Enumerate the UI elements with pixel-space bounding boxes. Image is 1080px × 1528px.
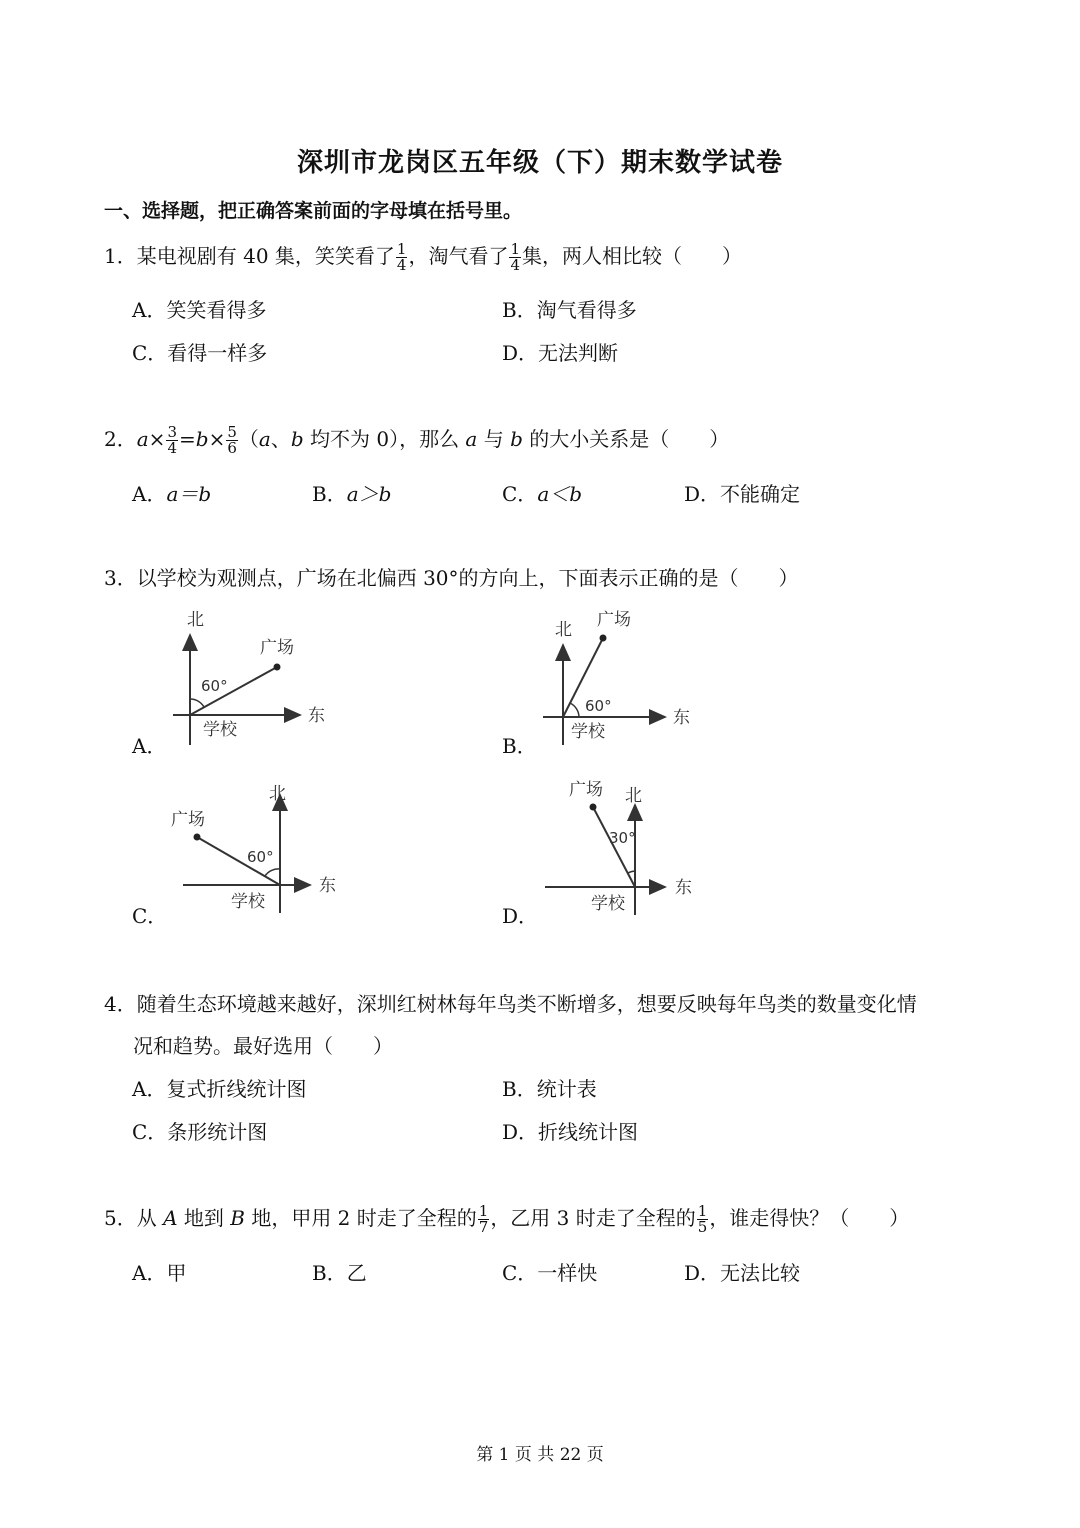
square-label: 广场 [171, 810, 205, 830]
fraction [697, 1204, 709, 1235]
option-d[interactable]: D．折线统计图 [502, 1120, 639, 1144]
question-text: （ [238, 427, 259, 451]
option-d[interactable]: D． [502, 904, 539, 928]
question-text: 与 [477, 427, 511, 451]
square-point [274, 664, 281, 671]
option-text: a＝b [166, 482, 212, 506]
east-label: 东 [673, 708, 690, 728]
east-label: 东 [308, 706, 325, 726]
fraction [166, 425, 178, 456]
north-label: 北 [555, 620, 572, 640]
option-d[interactable] [684, 478, 800, 507]
north-label: 北 [269, 784, 286, 804]
variable-b: b [290, 427, 304, 451]
question-text: 、 [270, 427, 291, 451]
question-text: 均不为 0），那么 [303, 427, 466, 451]
option-c[interactable]: C．看得一样多 [132, 341, 268, 365]
north-label: 北 [187, 610, 204, 630]
square-label: 广场 [597, 610, 631, 630]
option-text: a＞b [346, 482, 392, 506]
square-point [600, 635, 607, 642]
variable-a: A [163, 1206, 178, 1230]
numerator: 1 [478, 1202, 489, 1220]
school-label: 学校 [571, 722, 605, 742]
denominator: 5 [697, 1218, 708, 1236]
denominator: 7 [478, 1218, 489, 1236]
numerator: 1 [510, 240, 520, 258]
option-c[interactable]: C．条形统计图 [132, 1120, 268, 1144]
option-letter: D． [684, 482, 721, 506]
option-d[interactable]: D．无法比较 [684, 1261, 801, 1285]
fraction [509, 242, 521, 273]
question-5 [104, 1202, 909, 1235]
angle-arc [265, 869, 280, 876]
option-b[interactable]: B． [502, 734, 537, 758]
compass-diagram-c [165, 775, 345, 920]
section-heading: 一、选择题，把正确答案前面的字母填在括号里。 [104, 200, 523, 222]
option-text: a＜b [537, 482, 583, 506]
option-b[interactable]: B．统计表 [502, 1077, 597, 1101]
compass-diagram-b [535, 605, 705, 750]
variable-a: a [258, 427, 271, 451]
east-label: 东 [319, 876, 336, 896]
variable-b: b [195, 427, 209, 451]
question-4-continued: 况和趋势。最好选用（ ） [133, 1034, 393, 1058]
north-label: 北 [625, 786, 642, 806]
denominator: 4 [167, 439, 177, 457]
variable-a: a [465, 427, 478, 451]
question-text: 的大小关系是（ ） [522, 427, 730, 451]
option-d[interactable]: D．无法判断 [502, 341, 619, 365]
question-text: 地，甲用 2 时走了全程的 [244, 1206, 477, 1230]
denominator: 6 [227, 439, 237, 457]
option-letter: B． [312, 482, 347, 506]
option-text: 不能确定 [720, 482, 801, 506]
square-label: 广场 [260, 638, 294, 658]
square-point [194, 834, 201, 841]
angle-label: 30° [609, 829, 636, 847]
page-title: 深圳市龙岗区五年级（下）期末数学试卷 [296, 148, 783, 178]
angle-label: 60° [201, 677, 228, 695]
denominator: 4 [510, 256, 520, 274]
option-a[interactable]: A．笑笑看得多 [132, 298, 267, 322]
angle-label: 60° [247, 848, 274, 866]
question-text: ，乙用 3 时走了全程的 [490, 1206, 696, 1230]
question-text: 从 [136, 1206, 164, 1230]
option-c[interactable] [502, 478, 582, 507]
option-a[interactable]: A．甲 [132, 1261, 187, 1285]
compass-diagram-d [535, 775, 715, 920]
numerator: 5 [227, 423, 237, 441]
equals-sign: = [178, 427, 196, 451]
school-label: 学校 [231, 892, 265, 912]
question-text: 某电视剧有 40 集，笑笑看了 [136, 244, 395, 268]
numerator: 3 [167, 423, 177, 441]
question-1 [104, 240, 742, 273]
option-b[interactable]: B．乙 [312, 1261, 367, 1285]
east-label: 东 [675, 878, 692, 898]
question-number: 2． [104, 427, 137, 451]
option-a[interactable]: A． [132, 734, 167, 758]
numerator: 1 [697, 1202, 708, 1220]
denominator: 4 [396, 256, 407, 274]
question-text: ，谁走得快？（ ） [709, 1206, 910, 1230]
question-4: 4．随着生态环境越来越好，深圳红树林每年鸟类不断增多，想要反映每年鸟类的数量变化情 [104, 992, 917, 1016]
square-label: 广场 [569, 780, 603, 800]
option-a[interactable]: A．复式折线统计图 [132, 1077, 307, 1101]
numerator: 1 [396, 240, 407, 258]
option-c[interactable]: C． [132, 904, 168, 928]
variable-b: B [230, 1206, 245, 1230]
question-number: 1． [104, 244, 137, 268]
option-letter: C． [502, 482, 538, 506]
question-2 [104, 423, 729, 456]
option-b[interactable]: B．淘气看得多 [502, 298, 637, 322]
fraction [396, 242, 408, 273]
school-label: 学校 [591, 894, 625, 914]
question-text: 地到 [177, 1206, 231, 1230]
variable-a: a [136, 427, 149, 451]
question-3: 3．以学校为观测点，广场在北偏西 30°的方向上，下面表示正确的是（ ） [104, 566, 799, 590]
angle-arc [628, 871, 635, 873]
variable-b: b [510, 427, 523, 451]
fraction [226, 425, 238, 456]
angle-arc [190, 699, 204, 707]
option-a[interactable] [132, 478, 211, 507]
option-letter: A． [132, 482, 167, 506]
question-text: 集，两人相比较（ ） [522, 244, 742, 268]
direction-ray [593, 807, 635, 887]
question-number: 5． [104, 1206, 137, 1230]
question-text: ，淘气看了 [408, 244, 509, 268]
option-c[interactable]: C．一样快 [502, 1261, 598, 1285]
square-point [590, 804, 597, 811]
compass-diagram-a [165, 605, 335, 750]
page-footer: 第 1 页 共 22 页 [476, 1445, 604, 1465]
school-label: 学校 [203, 720, 237, 740]
option-b[interactable] [312, 478, 391, 507]
fraction [478, 1204, 490, 1235]
angle-label: 60° [585, 697, 612, 715]
angle-arc [570, 703, 579, 717]
times-sign: × [148, 427, 166, 451]
times-sign: × [208, 427, 226, 451]
